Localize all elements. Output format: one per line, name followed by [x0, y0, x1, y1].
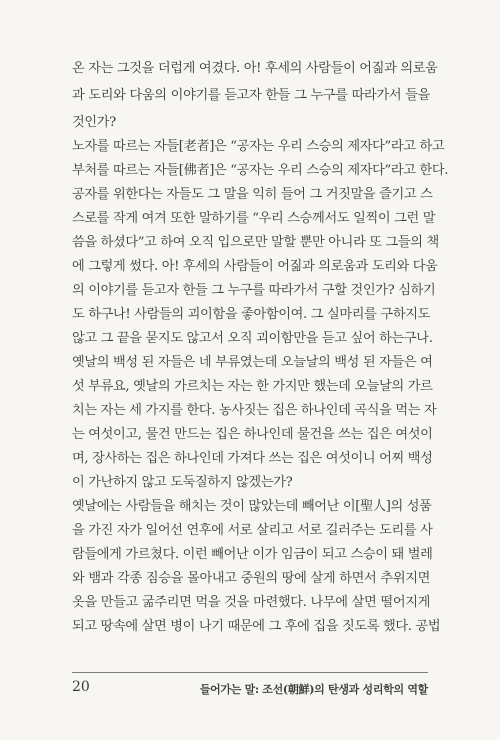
- text-line: 는 여섯이고, 물건 만드는 집은 하나인데 물건을 쓰는 집은 여섯이: [72, 427, 433, 442]
- text-line: 치는 자는 세 가지를 한다. 농사짓는 집은 하나인데 곡식을 먹는 자: [72, 403, 437, 418]
- footer-divider: [72, 672, 428, 673]
- page-body: [72, 0, 449, 740]
- text-line: 부처를 따르는 자들[佛者]은 “공자는 우리 스승의 제자다”라고 한다.: [72, 163, 449, 178]
- text-line: 옛날에는 사람들을 해치는 것이 많았는데 빼어난 이[聖人]의 성품: [72, 499, 432, 514]
- text-line: 이 가난하지 않고 도둑질하지 않겠는가?: [72, 475, 293, 490]
- text-line: 섯 부류요, 옛날의 가르치는 자는 한 가지만 했는데 오늘날의 가르: [72, 379, 433, 394]
- text-line: 옷을 만들고 굶주리면 먹을 것을 마련했다. 나무에 살면 떨어지게: [72, 595, 430, 610]
- text-line: 과 도리와 다움의 이야기를 듣고자 한들 그 누구를 따라가서 들을: [72, 88, 430, 103]
- running-head: 들어가는 말: 조선(朝鮮)의 탄생과 성리학의 역할: [199, 683, 428, 696]
- page-number: 20: [72, 679, 90, 695]
- text-line: 않고 그 끝을 묻지도 않고서 오직 괴이함만을 듣고 싶어 하는구나.: [72, 331, 433, 346]
- text-line: 씀을 하셨다”고 하여 오직 입으로만 말할 뿐만 아니라 또 그들의 책: [72, 235, 439, 250]
- text-line: 공자를 위한다는 자들도 그 말을 익히 들어 그 거짓말을 즐기고 스: [72, 187, 433, 202]
- text-line: 것인가?: [72, 115, 116, 130]
- text-line: 의 이야기를 듣고자 한들 그 누구를 따라가서 구할 것인가? 심하기: [72, 283, 436, 298]
- text-line: 옛날의 백성 된 자들은 네 부류였는데 오늘날의 백성 된 자들은 여: [72, 355, 433, 370]
- text-line: 노자를 따르는 자들[老者]은 “공자는 우리 스승의 제자다”라고 하고: [72, 139, 445, 154]
- text-line: 람들에게 가르쳤다. 이런 빼어난 이가 임금이 되고 스승이 돼 벌레: [72, 547, 433, 562]
- text-line: 온 자는 그것을 더럽게 여겼다. 아! 후세의 사람들이 어짊과 의로움: [72, 61, 438, 76]
- text-line: 을 가진 자가 일어선 연후에 서로 살리고 서로 길러주는 도리를 사: [72, 523, 433, 538]
- text-line: 도 하구나! 사람들의 괴이함을 좋아함이여. 그 실마리를 구하지도: [72, 307, 430, 322]
- text-line: 되고 땅속에 살면 병이 나기 때문에 그 후에 집을 짓도록 했다. 공법: [72, 619, 441, 634]
- text-line: 며, 장사하는 집은 하나인데 가져다 쓰는 집은 여섯이니 어찌 백성: [72, 451, 433, 466]
- text-line: 스로를 작게 여겨 또한 말하기를 “우리 스승께서도 일찍이 그런 말: [72, 211, 436, 226]
- text-line: 에 그렇게 썼다. 아! 후세의 사람들이 어짊과 의로움과 도리와 다움: [72, 259, 438, 274]
- text-line: 와 뱀과 각종 짐승을 몰아내고 중원의 땅에 살게 하면서 추위지면: [72, 571, 430, 586]
